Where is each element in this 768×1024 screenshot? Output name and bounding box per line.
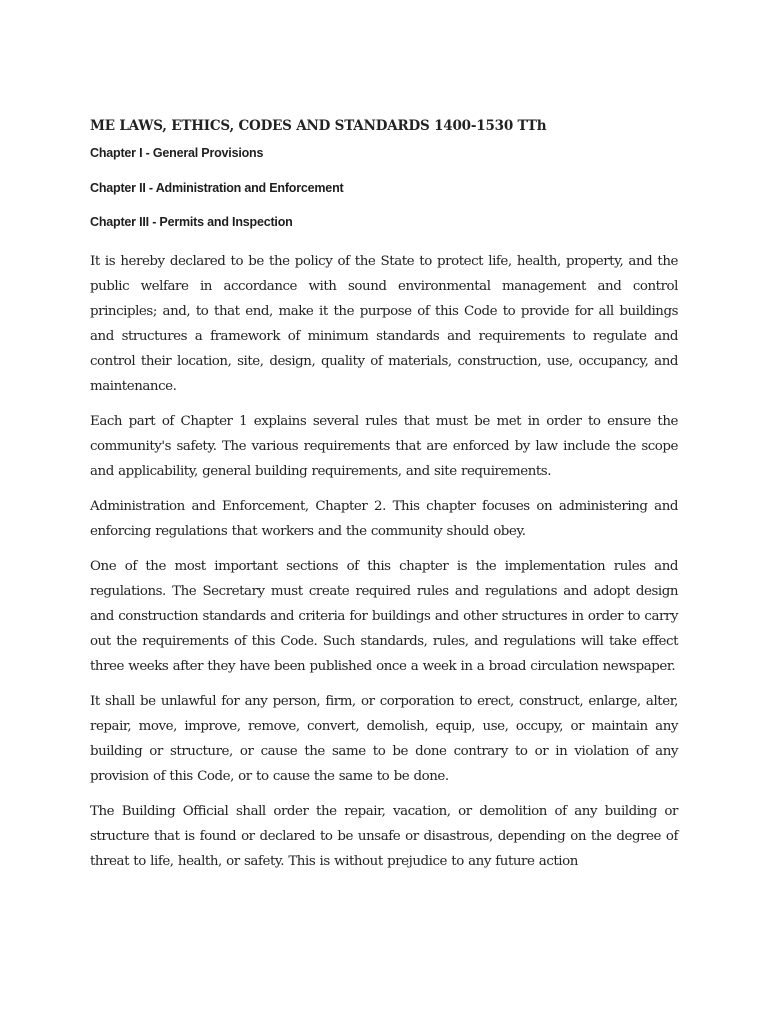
paragraph-chapter-1-summary: Each part of Chapter 1 explains several rules that must be met in order to ensure the community's safety. The various requirements that are enforced by law include the scope and applicability, general building requirements, and site requirements. — [90, 414, 678, 479]
paragraph-unlawful-acts: It shall be unlawful for any person, firm, or corporation to erect, construct, enlarge, alter, repair, move, improve, remove, convert, demolish, equip, use, occupy, or maintain any building or structure, or cause the same to be done contrary to or in violation of any provision of this Code, or to cause the same to be done. — [90, 694, 678, 784]
paragraph-policy: It is hereby declared to be the policy of the State to protect life, health, property, and the public welfare in accordance with sound environmental management and control principles; and, to that end, make it the purpose of this Code to provide for all buildings and structures a framework of minimum standards and requirements to regulate and control their location, site, design, quality of materials, construction, use, occupancy, and maintenance. — [90, 254, 678, 394]
chapter-heading-3: Chapter III - Permits and Inspection — [90, 215, 293, 229]
document-page — [90, 110, 678, 874]
paragraph-building-official: The Building Official shall order the repair, vacation, or demolition of any building or structure that is found or declared to be unsafe or disastrous, depending on the degree of threat to life, health, or safety. This is without prejudice to any future action — [90, 804, 678, 869]
chapter-heading-2: Chapter II - Administration and Enforcement — [90, 181, 344, 195]
paragraph-chapter-2-summary: Administration and Enforcement, Chapter 2. This chapter focuses on administering and enforcing regulations that workers and the community should obey. — [90, 499, 678, 539]
document-title: ME LAWS, ETHICS, CODES AND STANDARDS 1400-1530 TTh — [90, 118, 547, 134]
paragraph-implementation-rules: One of the most important sections of this chapter is the implementation rules and regulations. The Secretary must create required rules and regulations and adopt design and construction standards and criteria for buildings and other structures in order to carry out the requirements of this Code. Such standards, rules, and regulations will take effect three weeks after they have been published once a week in a broad circulation newspaper. — [90, 559, 678, 674]
chapter-heading-1: Chapter I - General Provisions — [90, 146, 264, 160]
